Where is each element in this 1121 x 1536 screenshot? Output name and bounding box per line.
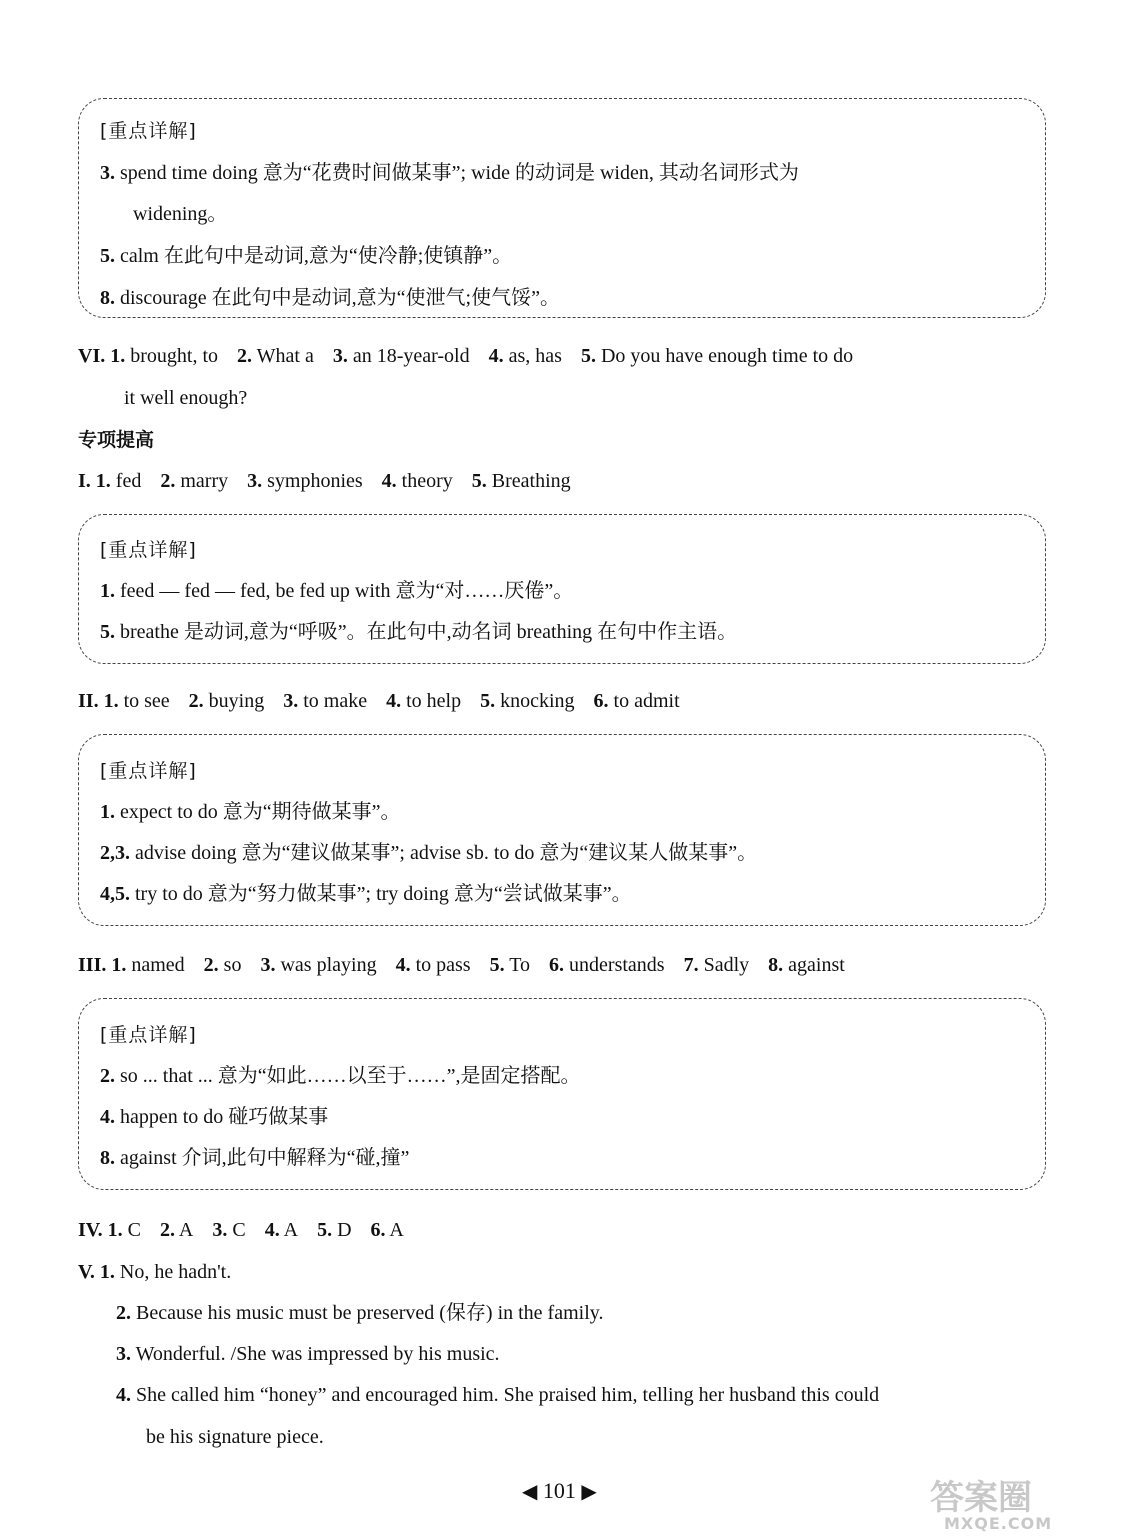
box3-header: [重点详解] [100,760,197,782]
item-number: 4. [100,1106,115,1128]
answer-text: as, has [508,345,562,367]
answer-number: 4. [264,1219,280,1241]
answer-text: Do you have enough time to do [600,345,854,367]
answer-number: 2. [160,470,176,492]
box2-item-5 [100,619,737,645]
item-number: 1. [100,580,115,602]
answer-text: named [131,954,185,976]
answer-number: 5. [471,470,487,492]
answer-text: marry [180,470,229,492]
answer-number: 2. [203,954,219,976]
item-text: advise doing 意为“建议做某事”; advise sb. to do 意为“建议某人做某事”。 [135,842,758,864]
box4-item-4 [100,1104,328,1130]
answer-number: 5. [580,345,596,367]
answer-number: 1. [103,690,119,712]
answer-text: theory [401,470,453,492]
item-number: 3. [100,162,115,184]
answer-text: an 18-year-old [352,345,470,367]
item-text: breathe 是动词,意为“呼吸”。在此句中,动名词 breathing 在句中作主语。 [120,621,738,643]
left-arrow-icon: ◀ [522,1481,538,1503]
item-text: happen to do 碰巧做某事 [120,1106,329,1128]
answer-number: 2. [237,345,253,367]
section-v-item-4 [116,1382,879,1408]
item-text: so ... that ... 意为“如此……以至于……”,是固定搭配。 [120,1065,581,1087]
box1-item-1 [100,160,1025,186]
answer-text: Wonderful. /She was impressed by his music. [135,1343,500,1365]
answer-number: 8. [768,954,784,976]
box2-header: [重点详解] [100,539,197,561]
special-improvement-title: 专项提高 [78,429,155,451]
answer-number: 4. [386,690,402,712]
answer-number: 1. [95,470,111,492]
answer-number: 3. [116,1343,131,1365]
answer-text: Breathing [491,470,571,492]
answer-text: She called him “honey” and encouraged him. She praised him, telling her husband this could [136,1384,880,1406]
answer-number: 3. [247,470,263,492]
section-vi-continuation: it well enough? [124,387,248,409]
answer-text: symphonies [267,470,363,492]
answer-number: 2. [116,1302,131,1324]
answer-number: 6. [370,1219,386,1241]
answer-number: 3. [283,690,299,712]
answer-text: A [389,1219,404,1241]
item-number: 2,3. [100,842,130,864]
box3-item-1 [100,799,401,825]
answer-number: 3. [260,954,276,976]
answer-text: so [223,954,242,976]
answer-text: brought, to [130,345,219,367]
answer-number: 3. [332,345,348,367]
answer-number: 1. [107,1219,123,1241]
right-arrow-icon: ▶ [581,1481,597,1503]
page-footer [522,1478,597,1505]
answer-number: 4. [395,954,411,976]
section-iv-answers [78,1217,404,1243]
answer-text: to make [303,690,368,712]
answer-text: Because his music must be preserved (保存) in the family. [136,1302,604,1324]
section-numeral: III. [78,954,107,976]
box3-item-2-3 [100,840,757,866]
box4-header: [重点详解] [100,1024,197,1046]
item-text: try to do 意为“努力做某事”; try doing 意为“尝试做某事”。 [135,883,632,905]
answer-number: 4. [116,1384,131,1406]
answer-text: to pass [415,954,471,976]
answer-text: understands [569,954,665,976]
section-v-continuation: be his signature piece. [146,1426,324,1448]
answer-text: to see [123,690,170,712]
answer-text: D [337,1219,352,1241]
box1-item-1-cont [133,201,227,227]
answer-text: C [232,1219,246,1241]
answer-number: 3. [212,1219,228,1241]
box2-item-1 [100,578,573,604]
section-vi-answers [78,343,853,369]
answer-text: fed [115,470,142,492]
item-text: discourage 在此句中是动词,意为“使泄气;使气馁”。 [120,287,560,309]
item-text: calm 在此句中是动词,意为“使冷静;使镇静”。 [120,245,513,267]
answer-text: against [788,954,845,976]
answer-text: buying [208,690,265,712]
item-text: spend time doing 意为“花费时间做某事”; wide 的动词是 widen, 其动名词形式为 [120,162,799,184]
section-ii-answers [78,688,680,714]
answer-text: C [127,1219,141,1241]
box4-item-2 [100,1063,581,1089]
answer-text: knocking [500,690,575,712]
item-text: feed — fed — fed, be fed up with 意为“对……厌倦”。 [120,580,574,602]
watermark-url [944,1514,1052,1534]
item-number: 5. [100,621,115,643]
section-v-item-3 [116,1341,500,1367]
answer-number: 1. [110,345,126,367]
watermark-logo [930,1478,1032,1518]
box4-item-8 [100,1145,409,1171]
answer-text: Sadly [703,954,750,976]
section-numeral: IV. [78,1219,103,1241]
watermark-text: 答案圈 [930,1478,1032,1518]
section-iii-answers [78,952,845,978]
section-i-answers [78,468,571,494]
item-number: 8. [100,1147,115,1169]
answer-number: 4. [381,470,397,492]
answer-number: 6. [549,954,565,976]
item-text: against 介词,此句中解释为“碰,撞” [120,1147,410,1169]
answer-text: was playing [280,954,377,976]
section-numeral: I. [78,470,91,492]
item-number: 1. [100,801,115,823]
answer-text: A [283,1219,299,1241]
item-number: 2. [100,1065,115,1087]
section-v-item-2 [116,1300,603,1326]
answer-number: 2. [160,1219,175,1241]
box3-item-4-5 [100,881,632,907]
answer-number: 7. [683,954,699,976]
answer-number: 1. [111,954,127,976]
section-numeral: II. [78,690,99,712]
item-number: 4,5. [100,883,130,905]
item-number: 5. [100,245,115,267]
item-text: widening。 [133,203,228,225]
box1-header: [重点详解] [100,120,197,142]
section-numeral: VI. [78,345,106,367]
answer-text: to help [406,690,462,712]
section-numeral: V. [78,1261,95,1283]
answer-number: 2. [188,690,204,712]
section-v-item-1 [78,1259,231,1285]
answer-text: to admit [613,690,680,712]
page-number: 101 [542,1478,576,1503]
answer-text: To [509,954,531,976]
answer-text: No, he hadn't. [119,1261,232,1283]
answer-text: What a [256,345,314,367]
answer-number: 5. [489,954,505,976]
answer-number: 6. [593,690,609,712]
answer-text: A [178,1219,194,1241]
answer-number: 5. [317,1219,333,1241]
watermark-url-text: MXQE.COM [944,1514,1053,1533]
box1-item-5 [100,243,512,269]
answer-number: 5. [480,690,496,712]
answer-number: 1. [99,1261,115,1283]
answer-number: 4. [488,345,504,367]
box1-item-8 [100,285,560,311]
item-number: 8. [100,287,115,309]
item-text: expect to do 意为“期待做某事”。 [120,801,401,823]
